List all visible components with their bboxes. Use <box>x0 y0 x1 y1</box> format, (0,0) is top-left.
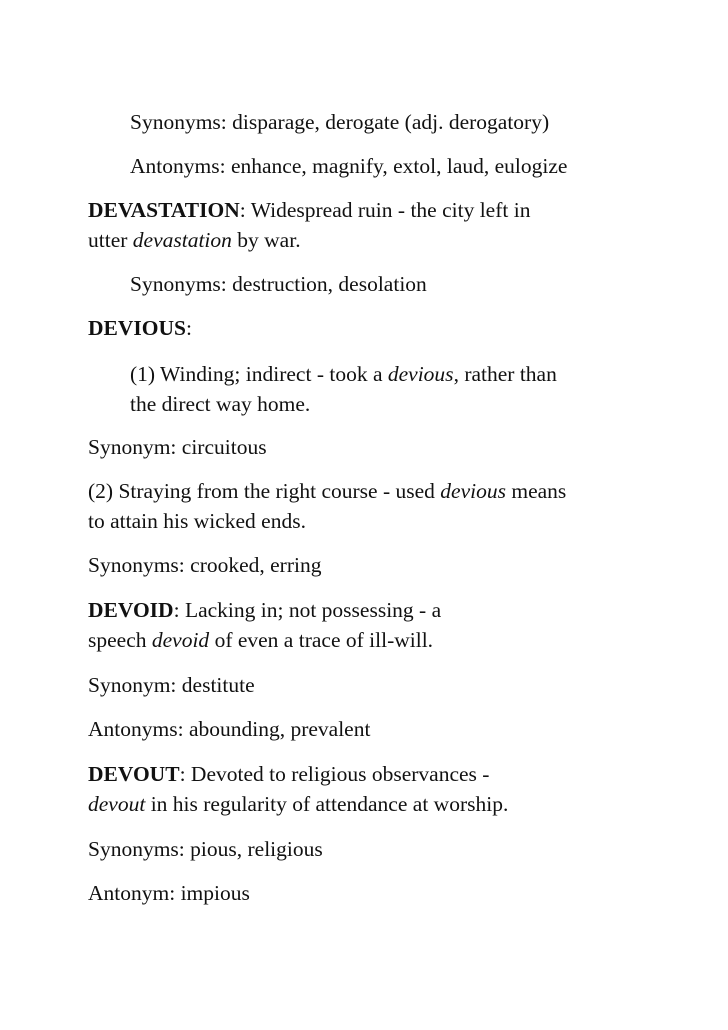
devastation-synonyms: Synonyms: destruction, desolation <box>130 272 427 296</box>
devout-antonym: Antonym: impious <box>88 881 250 905</box>
devious-sense2-example-word: devious <box>440 479 506 503</box>
devoid-definition-line2 <box>88 626 433 654</box>
devout-def-a: : Devoted to religious observances - <box>179 762 490 786</box>
devout-synonyms: Synonyms: pious, religious <box>88 837 323 861</box>
devoid-antonyms: Antonyms: abounding, prevalent <box>88 717 371 741</box>
devout-definition-line1 <box>88 760 489 788</box>
devious-sense1-b: , rather than <box>453 362 557 386</box>
prev-synonyms: Synonyms: disparage, derogate (adj. derogatory) <box>130 110 550 134</box>
devoid-example-word: devoid <box>151 628 210 652</box>
devastation-definition-line1 <box>88 196 530 224</box>
devious-sense1-a: (1) Winding; indirect - took a <box>130 362 388 386</box>
headword-devoid: DEVOID <box>88 598 174 622</box>
devastation-def-b: utter <box>88 228 133 252</box>
devious-sense1-example-word: devious <box>387 362 454 386</box>
devious-colon: : <box>185 316 192 340</box>
devastation-example-word: devastation <box>132 228 232 252</box>
prev-antonyms: Antonyms: enhance, magnify, extol, laud, eulogize <box>130 154 568 178</box>
devastation-def-c: by war. <box>231 228 301 252</box>
devastation-def-a: : Widespread ruin - the city left in <box>239 198 531 222</box>
headword-devious: DEVIOUS <box>88 316 186 340</box>
devoid-def-a: : Lacking in; not possessing - a <box>173 598 442 622</box>
devious-sense1-line1 <box>130 360 557 388</box>
devious-sense1-synonym: Synonym: circuitous <box>88 435 267 459</box>
devout-def-b: in his regularity of attendance at worship. <box>145 792 509 816</box>
devoid-def-c: of even a trace of ill-will. <box>209 628 434 652</box>
devious-sense2-synonyms: Synonyms: crooked, erring <box>88 553 322 577</box>
devious-sense1-line2: the direct way home. <box>130 392 311 416</box>
devious-sense2-b: means <box>505 479 567 503</box>
devoid-synonym: Synonym: destitute <box>88 673 255 697</box>
devout-example-word: devout <box>88 792 146 816</box>
devoid-definition-line1 <box>88 596 441 624</box>
devious-sense2-a: (2) Straying from the right course - used <box>88 479 441 503</box>
devastation-definition-line2 <box>88 226 301 254</box>
devious-sense2-line2: to attain his wicked ends. <box>88 509 306 533</box>
devout-definition-line2 <box>88 790 508 818</box>
devoid-def-b: speech <box>88 628 152 652</box>
headword-devout: DEVOUT <box>88 762 180 786</box>
headword-devastation: DEVASTATION <box>88 198 240 222</box>
devious-heading <box>88 314 192 342</box>
devious-sense2-line1 <box>88 477 566 505</box>
